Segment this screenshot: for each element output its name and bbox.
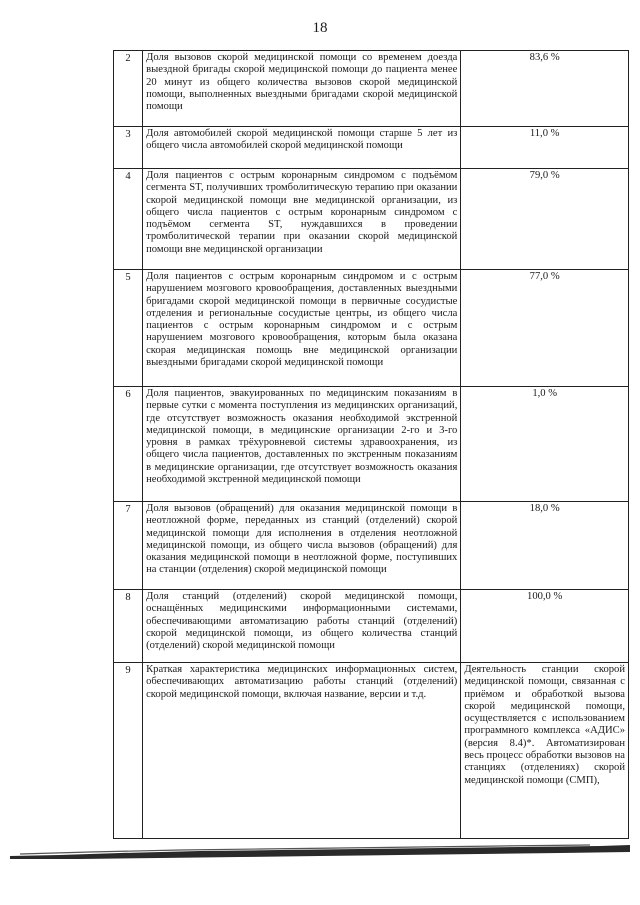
row-description: Доля вызовов (обращений) для оказания медицинской помощи в неотложной форме, переданных из станций (отделений) скорой медицинской помощи для исполнения в отделения неотложной медицинской помощи, из общего числа вызовов (обращений) для оказания медицинской помощи в неотложной форме, поступивших на станции (отделения) скорой медицинской помощи [143, 502, 461, 590]
row-value: 79,0 % [461, 169, 629, 270]
row-number: 3 [114, 127, 143, 169]
row-value: 11,0 % [461, 127, 629, 169]
row-number: 2 [114, 51, 143, 127]
row-description: Доля пациентов, эвакуированных по медицинским показаниям в первые сутки с момента поступления из медицинских организаций, где отсутствует возможность оказания необходимой экстренной медицинской помощи, в медицинские организации 2-го и 3-го уровня в рамках трёхуровневой системы здравоохранения, из общего числа пациентов, доставленных по экстренным показаниям в медицинские организации, где отсутствует возможность оказания необходимой экстренной медицинской помощи [143, 387, 461, 502]
page-number: 18 [312, 20, 328, 36]
row-description: Краткая характеристика медицинских информационных систем, обеспечивающих автоматизацию работы станций (отделений) скорой медицинской помощи, включая название, версии и т.д. [143, 663, 461, 839]
row-description: Доля автомобилей скорой медицинской помощи старше 5 лет из общего числа автомобилей скорой медицинской помощи [143, 127, 461, 169]
table-row [114, 502, 629, 590]
table-row [114, 127, 629, 169]
table-row [114, 270, 629, 387]
row-number: 6 [114, 387, 143, 502]
indicators-table [113, 50, 629, 839]
row-value: 18,0 % [461, 502, 629, 590]
row-value: Деятельность станции скорой медицинской помощи, связанная с приёмом и обработкой вызова скорой медицинской помощи, осуществляется с использованием программного комплекса «АДИС» (версия 8.4)*. Автоматизирован весь процесс обработки вызовов на станциях (отделениях) скорой медицинской помощи (СМП), [461, 663, 629, 839]
row-value: 1,0 % [461, 387, 629, 502]
scan-artifact [0, 838, 640, 860]
row-description: Доля вызовов скорой медицинской помощи со временем доезда выездной бригады скорой медицинской помощи до пациента менее 20 минут из общего количества вызовов скорой медицинской помощи, выполненных выездными бригадами скорой медицинской помощи [143, 51, 461, 127]
row-number: 8 [114, 590, 143, 663]
table-row [114, 590, 629, 663]
row-number: 4 [114, 169, 143, 270]
row-description: Доля станций (отделений) скорой медицинской помощи, оснащённых медицинскими информационными системами, обеспечивающими автоматизацию работы станций (отделений) скорой медицинской помощи, из общего количества станций (отделений) скорой медицинской помощи [143, 590, 461, 663]
table-row [114, 169, 629, 270]
row-number: 5 [114, 270, 143, 387]
row-description: Доля пациентов с острым коронарным синдромом с подъёмом сегмента ST, получивших тромболитическую терапию при оказании скорой медицинской помощи вне медицинской организации, из общего числа пациентов с острым коронарным синдромом с подъёмом сегмента ST, нуждавшихся в проведении тромболитической терапии при оказании скорой медицинской помощи вне медицинской организации [143, 169, 461, 270]
row-number: 9 [114, 663, 143, 839]
row-value: 83,6 % [461, 51, 629, 127]
row-description: Доля пациентов с острым коронарным синдромом и с острым нарушением мозгового кровообращения, доставленных выездными бригадами скорой медицинской помощи в первичные сосудистые отделения и региональные сосудистые центры, из общего числа пациентов с острым коронарным синдромом и с острым нарушением мозгового кровообращения, которым была оказана скорая медицинская помощь вне медицинской организации выездными бригадами скорой медицинской помощи [143, 270, 461, 387]
table-row [114, 387, 629, 502]
row-value: 100,0 % [461, 590, 629, 663]
row-value: 77,0 % [461, 270, 629, 387]
table-row [114, 51, 629, 127]
row-number: 7 [114, 502, 143, 590]
table-row [114, 663, 629, 839]
